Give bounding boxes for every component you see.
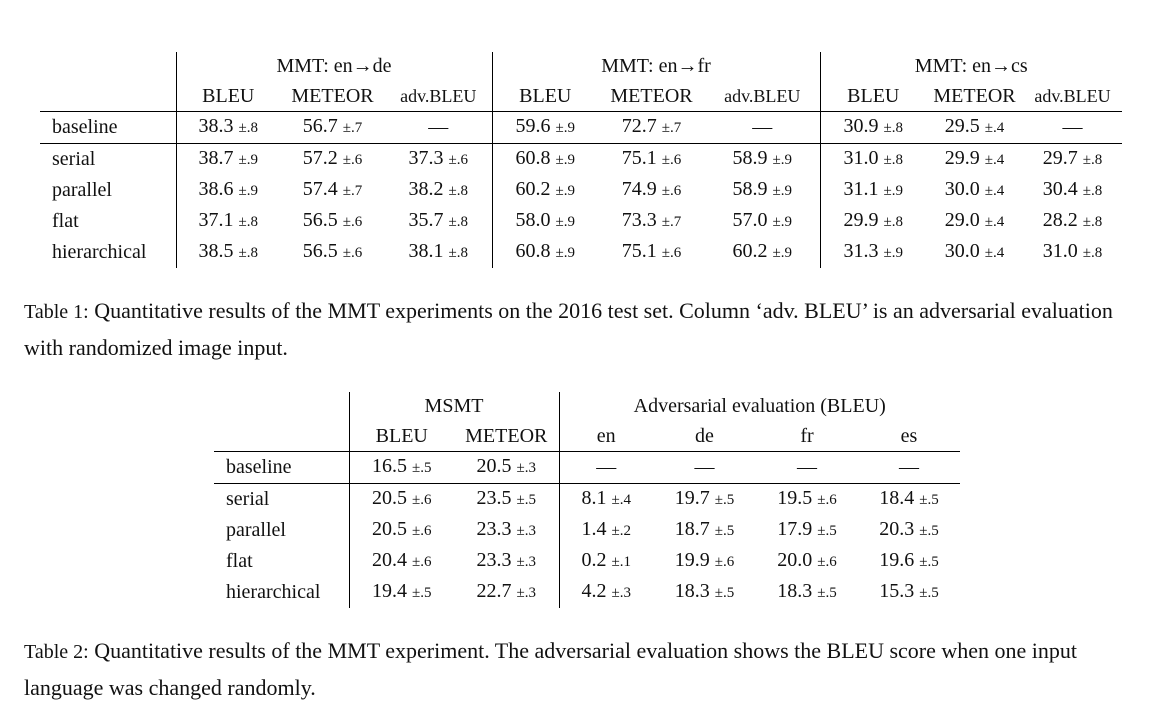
table-cell: [705, 144, 820, 176]
table-cell: [492, 206, 598, 237]
table-cell: [653, 484, 756, 516]
cell-stddev: ±.8: [238, 245, 258, 261]
caption-text: Quantitative results of the MMT experiment. The adversarial evaluation shows the BLEU score when one input language was changed randomly.: [24, 638, 1078, 700]
cell-value: 20.5: [372, 487, 407, 509]
cell-stddev: ±.6: [714, 554, 735, 570]
cell-stddev: ±.8: [448, 245, 468, 261]
table-1-group-header: [40, 52, 1122, 82]
cell-value: 30.4: [1042, 178, 1078, 200]
cell-value: 31.1: [843, 178, 879, 200]
cell-stddev: ±.3: [516, 585, 536, 601]
cell-stddev: ±.6: [661, 152, 682, 168]
col-header-es: es: [858, 422, 960, 452]
table-cell: [280, 206, 385, 237]
cell-value: 20.3: [879, 518, 915, 540]
cell-value: 4.2: [581, 580, 607, 602]
cell-stddev: ±.4: [984, 183, 1005, 199]
cell-stddev: ±.8: [238, 214, 258, 230]
cell-stddev: ±.6: [661, 183, 682, 199]
cell-stddev: ±.3: [516, 554, 536, 570]
table-2: [214, 392, 960, 608]
cell-value: 0.2: [581, 549, 607, 571]
cell-value: 72.7: [621, 115, 657, 137]
cell-stddev: ±.6: [412, 523, 432, 539]
table-2-body: [214, 452, 960, 609]
col-header-bleu: BLEU: [492, 82, 598, 112]
cell-value: 38.2: [408, 178, 444, 200]
table-row: [214, 452, 960, 484]
cell-value: —: [596, 456, 617, 478]
cell-value: 38.7: [198, 147, 234, 169]
cell-stddev: ±.3: [516, 523, 536, 539]
cell-value: 35.7: [408, 209, 444, 231]
cell-stddev: ±.5: [817, 523, 837, 539]
col-header-meteor: METEOR: [598, 82, 705, 112]
table-row: [40, 144, 1122, 176]
table-cell: [705, 112, 820, 144]
table-cell: [454, 546, 559, 577]
cell-value: 19.7: [674, 487, 710, 509]
cell-value: 57.0: [732, 209, 768, 231]
table-cell: [858, 577, 960, 608]
table-1: [40, 52, 1122, 268]
cell-stddev: ±.2: [611, 523, 631, 539]
cell-value: 38.3: [198, 115, 234, 137]
table-cell: [858, 484, 960, 516]
cell-value: 22.7: [476, 580, 512, 602]
cell-value: 29.5: [944, 115, 980, 137]
cell-value: 60.8: [515, 240, 551, 262]
cell-value: 57.4: [302, 178, 338, 200]
cell-stddev: ±.7: [661, 120, 682, 136]
cell-stddev: ±.4: [984, 214, 1005, 230]
cell-stddev: ±.7: [342, 183, 363, 199]
table-cell: [756, 515, 858, 546]
cell-stddev: ±.8: [1082, 183, 1103, 199]
cell-stddev: ±.1: [611, 554, 631, 570]
table-cell: [176, 206, 280, 237]
table-row: [214, 484, 960, 516]
cell-stddev: ±.9: [238, 183, 258, 199]
row-label: hierarchical: [40, 237, 176, 268]
col-header-bleu: BLEU: [176, 82, 280, 112]
table-row: [40, 112, 1122, 144]
table-cell: [756, 452, 858, 484]
table-cell: [385, 237, 492, 268]
cell-stddev: ±.4: [611, 492, 631, 508]
table-cell: [598, 175, 705, 206]
table-cell: [705, 175, 820, 206]
table-cell: [176, 175, 280, 206]
table-cell: [492, 237, 598, 268]
table-cell: [349, 515, 454, 546]
table-cell: [492, 175, 598, 206]
table-cell: [454, 515, 559, 546]
cell-stddev: ±.6: [342, 152, 363, 168]
table-row: [40, 237, 1122, 268]
cell-value: 31.3: [843, 240, 879, 262]
cell-stddev: ±.5: [714, 523, 735, 539]
table-1-caption: [24, 293, 1154, 365]
table-cell: [492, 144, 598, 176]
cell-value: 58.9: [732, 147, 768, 169]
cell-stddev: ±.3: [611, 585, 631, 601]
cell-stddev: ±.5: [919, 523, 939, 539]
table-cell: [349, 484, 454, 516]
cell-value: 18.7: [674, 518, 710, 540]
table-cell: [349, 577, 454, 608]
table-cell: [454, 452, 559, 484]
col-header-bleu: BLEU: [349, 422, 454, 452]
cell-stddev: ±.5: [714, 585, 735, 601]
cell-stddev: ±.8: [883, 214, 903, 230]
caption-label: Table 1:: [24, 301, 89, 323]
row-label: hierarchical: [214, 577, 349, 608]
cell-value: 1.4: [581, 518, 607, 540]
table-cell: [820, 206, 926, 237]
cell-stddev: ±.9: [883, 245, 903, 261]
cell-stddev: ±.4: [984, 152, 1005, 168]
cell-stddev: ±.6: [342, 214, 363, 230]
row-label: flat: [214, 546, 349, 577]
cell-stddev: ±.6: [448, 152, 468, 168]
cell-value: 15.3: [879, 580, 915, 602]
col-header-fr: fr: [756, 422, 858, 452]
cell-value: 30.0: [944, 240, 980, 262]
cell-stddev: ±.8: [883, 120, 903, 136]
cell-value: 20.0: [777, 549, 813, 571]
cell-value: 58.0: [515, 209, 551, 231]
cell-value: 60.8: [515, 147, 551, 169]
table-cell: [820, 237, 926, 268]
cell-stddev: ±.8: [1082, 245, 1103, 261]
table-cell: [1023, 206, 1122, 237]
table-cell: [385, 144, 492, 176]
group-header-en-cs: MMT: en→cs: [914, 55, 1028, 78]
group-header-en-fr: MMT: en→fr: [492, 52, 820, 82]
cell-stddev: ±.9: [555, 183, 575, 199]
table-cell: [1023, 237, 1122, 268]
cell-stddev: ±.5: [516, 492, 536, 508]
cell-stddev: ±.6: [342, 245, 363, 261]
row-label: baseline: [214, 452, 349, 484]
cell-value: 19.5: [777, 487, 813, 509]
cell-stddev: ±.8: [238, 120, 258, 136]
cell-stddev: ±.5: [919, 585, 939, 601]
cell-stddev: ±.5: [714, 492, 735, 508]
cell-stddev: ±.8: [448, 214, 468, 230]
cell-stddev: ±.9: [772, 183, 792, 199]
table-cell: [280, 175, 385, 206]
cell-stddev: ±.9: [555, 245, 575, 261]
table-cell: [820, 112, 926, 144]
row-label: parallel: [214, 515, 349, 546]
cell-value: 56.7: [302, 115, 338, 137]
cell-stddev: ±.5: [919, 492, 939, 508]
cell-value: 23.3: [476, 549, 512, 571]
cell-value: 75.1: [621, 147, 657, 169]
cell-stddev: ±.8: [1082, 152, 1103, 168]
table-cell: [280, 237, 385, 268]
caption-text: Quantitative results of the MMT experiments on the 2016 test set. Column ‘adv. BLEU’ is an adversarial evaluation with randomized image input.: [24, 298, 1113, 360]
cell-value: 23.5: [476, 487, 512, 509]
cell-value: 20.4: [372, 549, 407, 571]
cell-value: 29.9: [843, 209, 879, 231]
col-header-en: en: [559, 422, 653, 452]
cell-stddev: ±.3: [516, 460, 536, 476]
table-1-body: [40, 112, 1122, 269]
cell-value: 30.0: [944, 178, 980, 200]
table-cell: [926, 112, 1023, 144]
cell-stddev: ±.4: [984, 245, 1005, 261]
cell-value: —: [899, 456, 919, 478]
table-cell: [492, 112, 598, 144]
group-header-adversarial: Adversarial evaluation (BLEU): [633, 395, 886, 418]
cell-stddev: ±.9: [555, 152, 575, 168]
col-header-meteor: METEOR: [454, 422, 559, 452]
cell-stddev: ±.5: [817, 585, 837, 601]
table-cell: [176, 112, 280, 144]
cell-stddev: ±.9: [238, 152, 258, 168]
table-cell: [280, 144, 385, 176]
table-row: [40, 175, 1122, 206]
table-cell: [820, 175, 926, 206]
row-label: flat: [40, 206, 176, 237]
cell-stddev: ±.7: [661, 214, 682, 230]
cell-value: —: [428, 116, 449, 138]
table-cell: [598, 112, 705, 144]
cell-stddev: ±.8: [883, 152, 903, 168]
table-cell: [705, 237, 820, 268]
col-header-meteor: METEOR: [280, 82, 385, 112]
table-cell: [176, 237, 280, 268]
table-2-column-header: [214, 422, 960, 452]
table-cell: [820, 144, 926, 176]
table-cell: [1023, 144, 1122, 176]
table-cell: [598, 206, 705, 237]
table-row: [214, 577, 960, 608]
row-label: serial: [214, 484, 349, 516]
table-cell: [858, 515, 960, 546]
cell-value: 60.2: [515, 178, 551, 200]
cell-value: 18.3: [777, 580, 813, 602]
cell-value: —: [752, 116, 773, 138]
table-cell: [653, 546, 756, 577]
cell-value: 38.5: [198, 240, 234, 262]
cell-value: 58.9: [732, 178, 768, 200]
table-cell: [176, 144, 280, 176]
row-label: baseline: [40, 112, 176, 144]
table-2-caption: [24, 633, 1154, 705]
table-cell: [653, 452, 756, 484]
cell-value: 57.2: [302, 147, 338, 169]
row-label: parallel: [40, 175, 176, 206]
cell-value: 37.1: [198, 209, 234, 231]
table-cell: [926, 175, 1023, 206]
cell-value: 37.3: [408, 147, 444, 169]
cell-value: —: [694, 456, 715, 478]
table-cell: [1023, 175, 1122, 206]
cell-value: —: [1062, 116, 1083, 138]
table-cell: [926, 237, 1023, 268]
table-row: [40, 206, 1122, 237]
cell-value: 19.4: [372, 580, 407, 602]
table-cell: [385, 112, 492, 144]
cell-value: 31.0: [1042, 240, 1078, 262]
cell-value: 56.5: [302, 209, 338, 231]
table-cell: [349, 546, 454, 577]
cell-value: 30.9: [843, 115, 879, 137]
cell-value: 18.3: [674, 580, 710, 602]
table-row: [214, 546, 960, 577]
cell-stddev: ±.8: [1082, 214, 1103, 230]
cell-stddev: ±.9: [883, 183, 903, 199]
table-cell: [756, 546, 858, 577]
cell-stddev: ±.5: [412, 460, 432, 476]
table-cell: [926, 206, 1023, 237]
cell-stddev: ±.6: [412, 492, 432, 508]
table-1-metric-header: [40, 82, 1122, 112]
cell-value: —: [797, 456, 817, 478]
cell-value: 38.1: [408, 240, 444, 262]
cell-stddev: ±.5: [919, 554, 939, 570]
col-header-adv-bleu: adv.BLEU: [705, 82, 820, 112]
table-cell: [454, 484, 559, 516]
cell-value: 28.2: [1042, 209, 1078, 231]
col-header-adv-bleu: adv.BLEU: [1023, 82, 1122, 112]
cell-stddev: ±.6: [412, 554, 432, 570]
cell-stddev: ±.9: [772, 245, 792, 261]
table-row: [214, 515, 960, 546]
cell-value: 23.3: [476, 518, 512, 540]
table-cell: [705, 206, 820, 237]
table-cell: [559, 546, 653, 577]
col-header-meteor: METEOR: [926, 82, 1023, 112]
table-cell: [858, 546, 960, 577]
cell-stddev: ±.6: [817, 554, 837, 570]
group-header-en-de: MMT: en→de: [176, 52, 492, 82]
cell-stddev: ±.6: [817, 492, 837, 508]
cell-value: 38.6: [198, 178, 234, 200]
table-cell: [559, 484, 653, 516]
table-cell: [280, 112, 385, 144]
table-cell: [756, 577, 858, 608]
cell-stddev: ±.9: [555, 214, 575, 230]
table-cell: [559, 577, 653, 608]
cell-value: 75.1: [621, 240, 657, 262]
cell-value: 73.3: [621, 209, 657, 231]
table-cell: [653, 577, 756, 608]
table-cell: [385, 206, 492, 237]
group-header-msmt: MSMT: [349, 392, 559, 422]
col-header-bleu: BLEU: [820, 82, 926, 112]
table-cell: [1023, 112, 1122, 144]
cell-value: 74.9: [621, 178, 657, 200]
table-cell: [349, 452, 454, 484]
cell-value: 18.4: [879, 487, 915, 509]
table-cell: [454, 577, 559, 608]
row-label: serial: [40, 144, 176, 176]
table-cell: [756, 484, 858, 516]
cell-stddev: ±.5: [412, 585, 432, 601]
cell-stddev: ±.4: [984, 120, 1005, 136]
cell-value: 56.5: [302, 240, 338, 262]
table-2-group-header: [214, 392, 960, 422]
cell-value: 8.1: [581, 487, 607, 509]
caption-label: Table 2:: [24, 641, 89, 663]
col-header-de: de: [653, 422, 756, 452]
cell-value: 17.9: [777, 518, 813, 540]
cell-stddev: ±.7: [342, 120, 363, 136]
table-cell: [598, 237, 705, 268]
cell-stddev: ±.8: [448, 183, 468, 199]
cell-value: 19.6: [879, 549, 915, 571]
table-cell: [926, 144, 1023, 176]
cell-stddev: ±.9: [772, 152, 792, 168]
cell-stddev: ±.9: [772, 214, 792, 230]
table-cell: [598, 144, 705, 176]
cell-value: 29.7: [1042, 147, 1078, 169]
cell-value: 19.9: [674, 549, 710, 571]
table-cell: [559, 452, 653, 484]
table-cell: [385, 175, 492, 206]
cell-value: 20.5: [372, 518, 407, 540]
cell-value: 16.5: [372, 455, 407, 477]
col-header-adv-bleu: adv.BLEU: [385, 82, 492, 112]
cell-stddev: ±.9: [555, 120, 575, 136]
cell-value: 59.6: [515, 115, 551, 137]
cell-stddev: ±.6: [661, 245, 682, 261]
cell-value: 29.0: [944, 209, 980, 231]
table-cell: [653, 515, 756, 546]
table-cell: [858, 452, 960, 484]
table-cell: [559, 515, 653, 546]
cell-value: 31.0: [843, 147, 879, 169]
cell-value: 29.9: [944, 147, 980, 169]
cell-value: 20.5: [476, 455, 512, 477]
cell-value: 60.2: [732, 240, 768, 262]
